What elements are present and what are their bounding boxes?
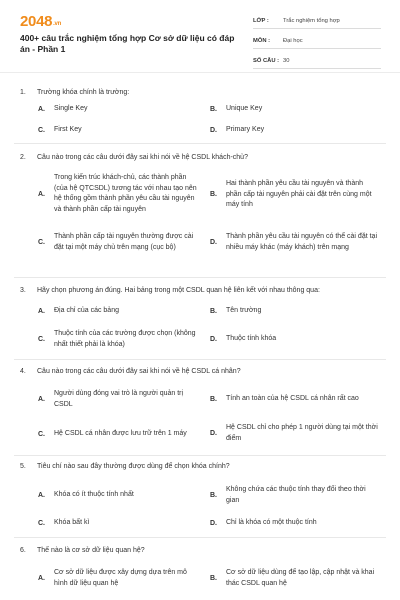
option-d[interactable] (210, 518, 380, 529)
option-a[interactable] (38, 104, 200, 115)
question-2 (0, 153, 400, 251)
divider (14, 143, 386, 144)
option-text: Không chứa các thuộc tính thay đổi theo thời gian (226, 486, 366, 504)
question-text: Câu nào trong các câu dưới đây sai khi nói về hệ CSDL khách-chủ? (37, 154, 248, 161)
option-text: Primary Key (226, 126, 265, 133)
option-letter: C. (38, 430, 45, 438)
logo-text: 2048 (20, 13, 53, 30)
option-text: Thành phần yêu cầu tài nguyên có thể cài đặt tại nhiều máy khác (máy khách) trên mạng (226, 233, 377, 251)
option-letter: D. (210, 335, 217, 343)
divider (14, 277, 386, 278)
option-letter: B. (210, 575, 217, 582)
option-text: Địa chỉ của các bảng (54, 307, 119, 314)
option-b[interactable] (210, 179, 380, 211)
option-d[interactable] (210, 334, 380, 345)
meta-value: Đại học (283, 37, 303, 44)
option-c[interactable] (38, 329, 200, 350)
meta-key: MÔN : (253, 37, 271, 44)
page-header (0, 0, 400, 73)
option-text: Khóa bất kì (54, 519, 90, 526)
option-text: Người dùng đóng vai trò là người quản trị CSDL (54, 390, 184, 408)
option-a[interactable] (38, 173, 200, 215)
option-text: Trong kiến trúc khách-chủ, các thành phần (của hệ QTCSDL) tương tác với nhau tạo nên hệ thống gồm thành phần yêu cầu tài nguyên và thành phần cấp tài nguyên (54, 174, 197, 213)
question-text: Câu nào trong các câu dưới đây sai khi nói về hệ CSDL cá nhân? (37, 368, 241, 375)
option-d[interactable] (210, 125, 380, 136)
question-4 (0, 367, 400, 442)
option-a[interactable] (38, 568, 200, 589)
divider (14, 359, 386, 360)
meta-value: 30 (283, 57, 290, 64)
option-text: Hệ CSDL cá nhân được lưu trữ trên 1 máy (54, 430, 187, 437)
option-text: Hệ CSDL chỉ cho phép 1 người dùng tại một thời điểm (226, 424, 378, 442)
option-letter: B. (210, 191, 217, 199)
question-text: Hãy chọn phương án đúng. Hai bảng trong một CSDL quan hệ liên kết với nhau thông qua: (37, 287, 320, 294)
question-1 (0, 88, 400, 134)
page-title: 400+ câu trắc nghiệm tổng hợp Cơ sở dữ liệu có đáp án - Phần 1 (20, 33, 235, 54)
option-letter: B. (210, 395, 217, 403)
option-letter: A. (38, 307, 45, 315)
option-c[interactable] (38, 429, 200, 440)
option-letter: A. (38, 105, 45, 113)
option-text: Cơ sở dữ liệu dùng để tạo lập, cập nhật và khai thác CSDL quan hệ (226, 569, 375, 587)
option-letter: B. (210, 105, 217, 113)
option-text: Tên trường (226, 307, 262, 314)
meta-value: Trắc nghiệm tổng hợp (283, 17, 340, 24)
question-text: Trường khóa chính là trường: (37, 89, 130, 96)
option-text: Khóa có ít thuộc tính nhất (54, 491, 134, 498)
question-number: 4. (20, 368, 26, 375)
option-letter: B. (210, 307, 217, 315)
divider (14, 455, 386, 456)
option-letter: C. (38, 519, 45, 527)
question-text: Tiêu chí nào sau đây thường được dùng để chọn khóa chính? (37, 463, 230, 470)
question-5 (0, 462, 400, 527)
option-letter: A. (38, 491, 45, 499)
question-text: Thế nào là cơ sở dữ liệu quan hệ? (37, 547, 145, 554)
question-6 (0, 546, 400, 587)
option-text: Thành phần cấp tài nguyên thường được cài đặt tại một máy chủ trên mạng (cục bộ) (54, 233, 194, 251)
meta-key: LỚP : (253, 17, 269, 24)
divider (14, 537, 386, 538)
option-letter: D. (210, 519, 217, 527)
option-d[interactable] (210, 232, 380, 253)
option-text: Thuộc tính của các trường được chọn (không nhất thiết phải là khóa) (54, 330, 196, 348)
option-b[interactable] (210, 485, 380, 506)
option-text: Tính an toàn của hệ CSDL cá nhân rất cao (226, 395, 359, 402)
option-c[interactable] (38, 125, 200, 136)
meta-class (253, 13, 381, 29)
option-text: Chỉ là khóa có một thuộc tính (226, 519, 317, 526)
option-c[interactable] (38, 232, 200, 253)
option-a[interactable] (38, 490, 200, 501)
option-text: First Key (54, 126, 82, 133)
question-number: 2. (20, 154, 26, 161)
meta-subject (253, 33, 381, 49)
quiz-meta (253, 13, 381, 73)
option-c[interactable] (38, 518, 200, 529)
option-letter: A. (38, 396, 45, 403)
question-3 (0, 286, 400, 348)
option-letter: A. (38, 190, 45, 198)
option-text: Thuộc tính khóa (226, 335, 277, 342)
meta-key: SỐ CÂU : (253, 57, 280, 64)
option-b[interactable] (210, 568, 380, 589)
option-b[interactable] (210, 394, 380, 405)
option-text: Cơ sở dữ liệu được xây dựng dựa trên mô hình dữ liệu quan hệ (54, 569, 187, 587)
meta-count (253, 53, 381, 69)
option-a[interactable] (38, 389, 200, 410)
logo-suffix: .vn (53, 21, 61, 27)
option-text: Unique Key (226, 105, 263, 112)
option-letter: C. (38, 336, 45, 343)
option-letter: A. (38, 575, 45, 582)
option-text: Hai thành phần yêu cầu tài nguyên và thành phần cấp tài nguyên phải cài đặt trên cùng một máy tính (226, 180, 372, 208)
option-letter: D. (210, 126, 217, 134)
option-letter: D. (210, 239, 217, 246)
option-text: Single Key (54, 105, 88, 112)
question-number: 5. (20, 463, 26, 470)
question-number: 3. (20, 287, 26, 294)
option-d[interactable] (210, 423, 380, 444)
option-a[interactable] (38, 306, 200, 317)
option-letter: D. (210, 430, 217, 437)
question-number: 6. (20, 547, 26, 554)
option-b[interactable] (210, 104, 380, 115)
question-number: 1. (20, 89, 26, 96)
option-letter: C. (38, 126, 45, 134)
option-letter: B. (210, 492, 217, 499)
site-logo[interactable] (20, 13, 61, 30)
option-b[interactable] (210, 306, 380, 317)
option-letter: C. (38, 239, 45, 246)
